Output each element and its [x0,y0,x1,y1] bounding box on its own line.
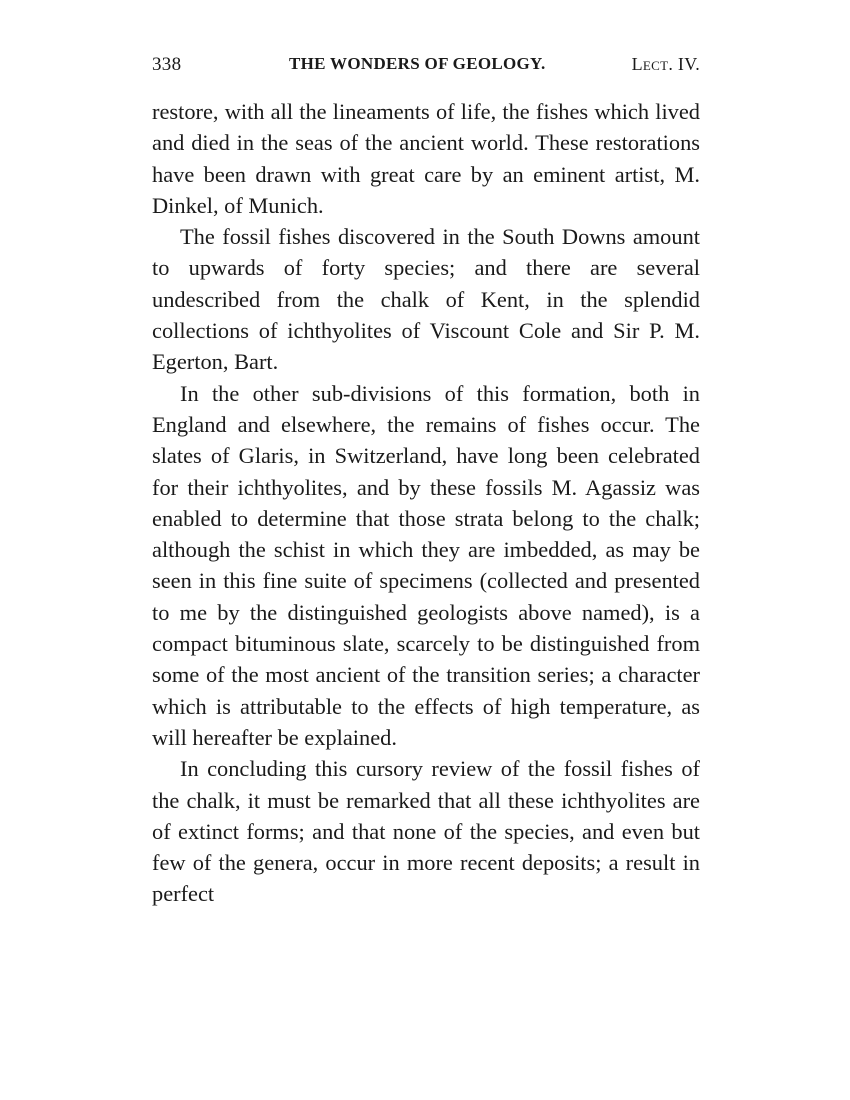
body-text [152,96,700,910]
paragraph-south-downs: The fossil fishes discovered in the South Downs amount to upwards of forty species; and there are several undescribed from the chalk of Kent, in the splendid collections of ichthyolites of Viscount Cole and Sir P. M. Egerton, Bart. [152,224,700,375]
paragraph-concluding: In concluding this cursory review of the fossil fishes of the chalk, it must be remarked that all these ichthyolites are of extinct forms; and that none of the species, and even but few of the genera, occur in more recent deposits; a result in perfect [152,756,700,907]
lecture-reference: Lect. IV. [631,54,700,74]
paragraph-continued: restore, with all the lineaments of life, the fishes which lived and died in the seas of the ancient world. These restorations have been drawn with great care by an eminent artist, M. Dinkel, of Munich. [152,99,700,218]
page-number: 338 [152,54,182,75]
running-title: THE WONDERS OF GEOLOGY. [289,54,546,73]
paragraph-other-subdivisions: In the other sub-divisions of this formation, both in England and elsewhere, the remains of fishes occur. The slates of Glaris, in Switzerland, have long been celebrated for their ichthyolites, and by these fossils M. Agassiz was enabled to determine that those strata belong to the chalk; although the schist in which they are imbedded, as may be seen in this fine suite of specimens (collected and presented to me by the distinguished geologists above named), is a compact bituminous slate, scarcely to be distinguished from some of the most ancient of the transition series; a character which is attributable to the effects of high temperature, as will hereafter be explained. [152,380,700,750]
running-head [152,54,700,84]
